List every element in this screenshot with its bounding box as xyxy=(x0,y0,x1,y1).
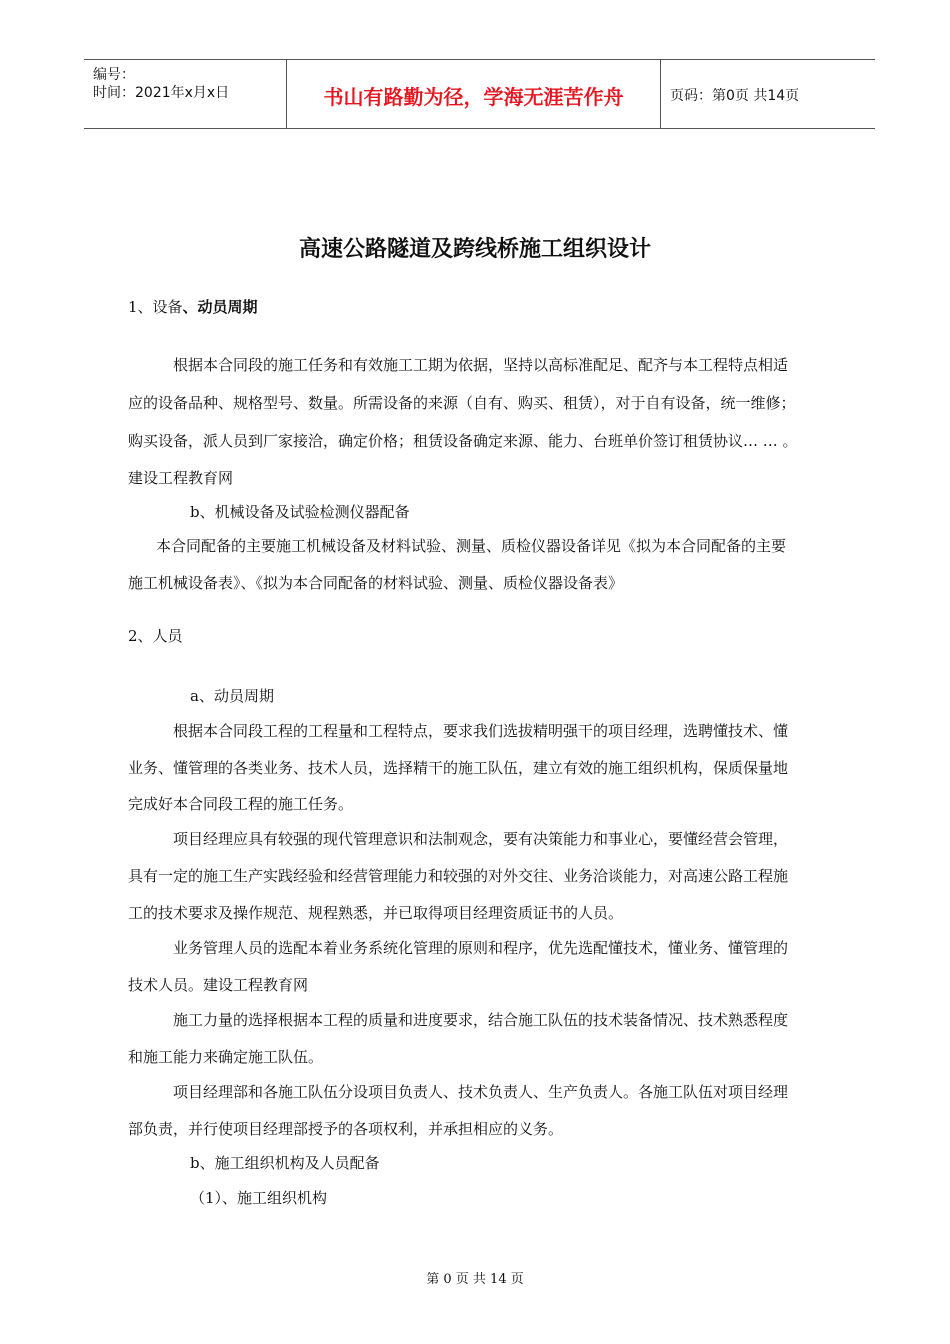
paragraph-line: 具有一定的施工生产实践经验和经营管理能力和较强的对外交往、业务洽谈能力，对高速公路工程施 xyxy=(128,867,789,885)
section-1-bold: 、动员周期 xyxy=(182,298,258,316)
header-motto-cell xyxy=(286,60,661,128)
section-2-heading: 2、人员 xyxy=(128,627,183,645)
paragraph-line: 本合同配备的主要施工机械设备及材料试验、测量、质检仪器设备详见《拟为本合同配备的主要 xyxy=(156,537,787,555)
subheading-1: （1）、施工组织机构 xyxy=(190,1189,328,1207)
subheading-b1: b、机械设备及试验检测仪器配备 xyxy=(190,503,410,521)
header-left-cell xyxy=(84,60,286,128)
paragraph-line: 建设工程教育网 xyxy=(128,469,234,487)
header-page-cell xyxy=(660,60,875,128)
paragraph-line: 工的技术要求及操作规范、规程熟悉，并已取得项目经理资质证书的人员。 xyxy=(128,904,624,922)
paragraph-line: 部负责，并行使项目经理部授予的各项权利，并承担相应的义务。 xyxy=(128,1120,564,1138)
paragraph-line: 应的设备品种、规格型号、数量。所需设备的来源（自有、购买、租赁），对于自有设备，统一维修； xyxy=(128,394,796,412)
paragraph-line: 业务管理人员的选配本着业务系统化管理的原则和程序，优先选配懂技术，懂业务、懂管理的 xyxy=(173,939,789,957)
paragraph-line: 和施工能力来确定施工队伍。 xyxy=(128,1048,324,1066)
number-label: 编号： xyxy=(93,67,135,83)
paragraph-line: 施工力量的选择根据本工程的质量和进度要求，结合施工队伍的技术装备情况、技术熟悉程度 xyxy=(173,1011,789,1029)
subheading-b2: b、施工组织机构及人员配备 xyxy=(190,1154,380,1172)
paragraph-line: 根据本合同段工程的工程量和工程特点，要求我们选拔精明强干的项目经理，选聘懂技术、懂 xyxy=(173,722,789,740)
motto: 书山有路勤为径，学海无涯苦作舟 xyxy=(323,85,624,109)
paragraph-line: 项目经理应具有较强的现代管理意识和法制观念，要有决策能力和事业心，要懂经营会管理， xyxy=(173,830,789,848)
paragraph-line: 施工机械设备表》、《拟为本合同配备的材料试验、测量、质检仪器设备表》 xyxy=(128,574,624,592)
page-code: 页码：第0页 共14页 xyxy=(670,88,800,104)
paragraph-line: 购买设备，派人员到厂家接洽，确定价格；租赁设备确定来源、能力、台班单价签订租赁协议… … 。 xyxy=(128,432,798,450)
page-header xyxy=(84,59,875,129)
section-1-prefix: 1、设备 xyxy=(128,298,183,316)
page-footer: 第 0 页 共 14 页 xyxy=(426,1272,524,1287)
paragraph-line: 完成好本合同段工程的施工任务。 xyxy=(128,795,354,813)
paragraph-line: 项目经理部和各施工队伍分设项目负责人、技术负责人、生产负责人。各施工队伍对项目经理 xyxy=(173,1083,789,1101)
document-title: 高速公路隧道及跨线桥施工组织设计 xyxy=(298,237,651,262)
subheading-a: a、动员周期 xyxy=(190,687,274,705)
paragraph-line: 技术人员。建设工程教育网 xyxy=(128,976,309,994)
section-1-heading xyxy=(128,297,258,317)
paragraph-line: 根据本合同段的施工任务和有效施工工期为依据，坚持以高标准配足、配齐与本工程特点相适 xyxy=(173,356,789,374)
time-label: 时间：2021年x月x日 xyxy=(93,85,230,101)
paragraph-line: 业务、懂管理的各类业务、技术人员，选择精干的施工队伍，建立有效的施工组织机构，保质保量地 xyxy=(128,759,789,777)
